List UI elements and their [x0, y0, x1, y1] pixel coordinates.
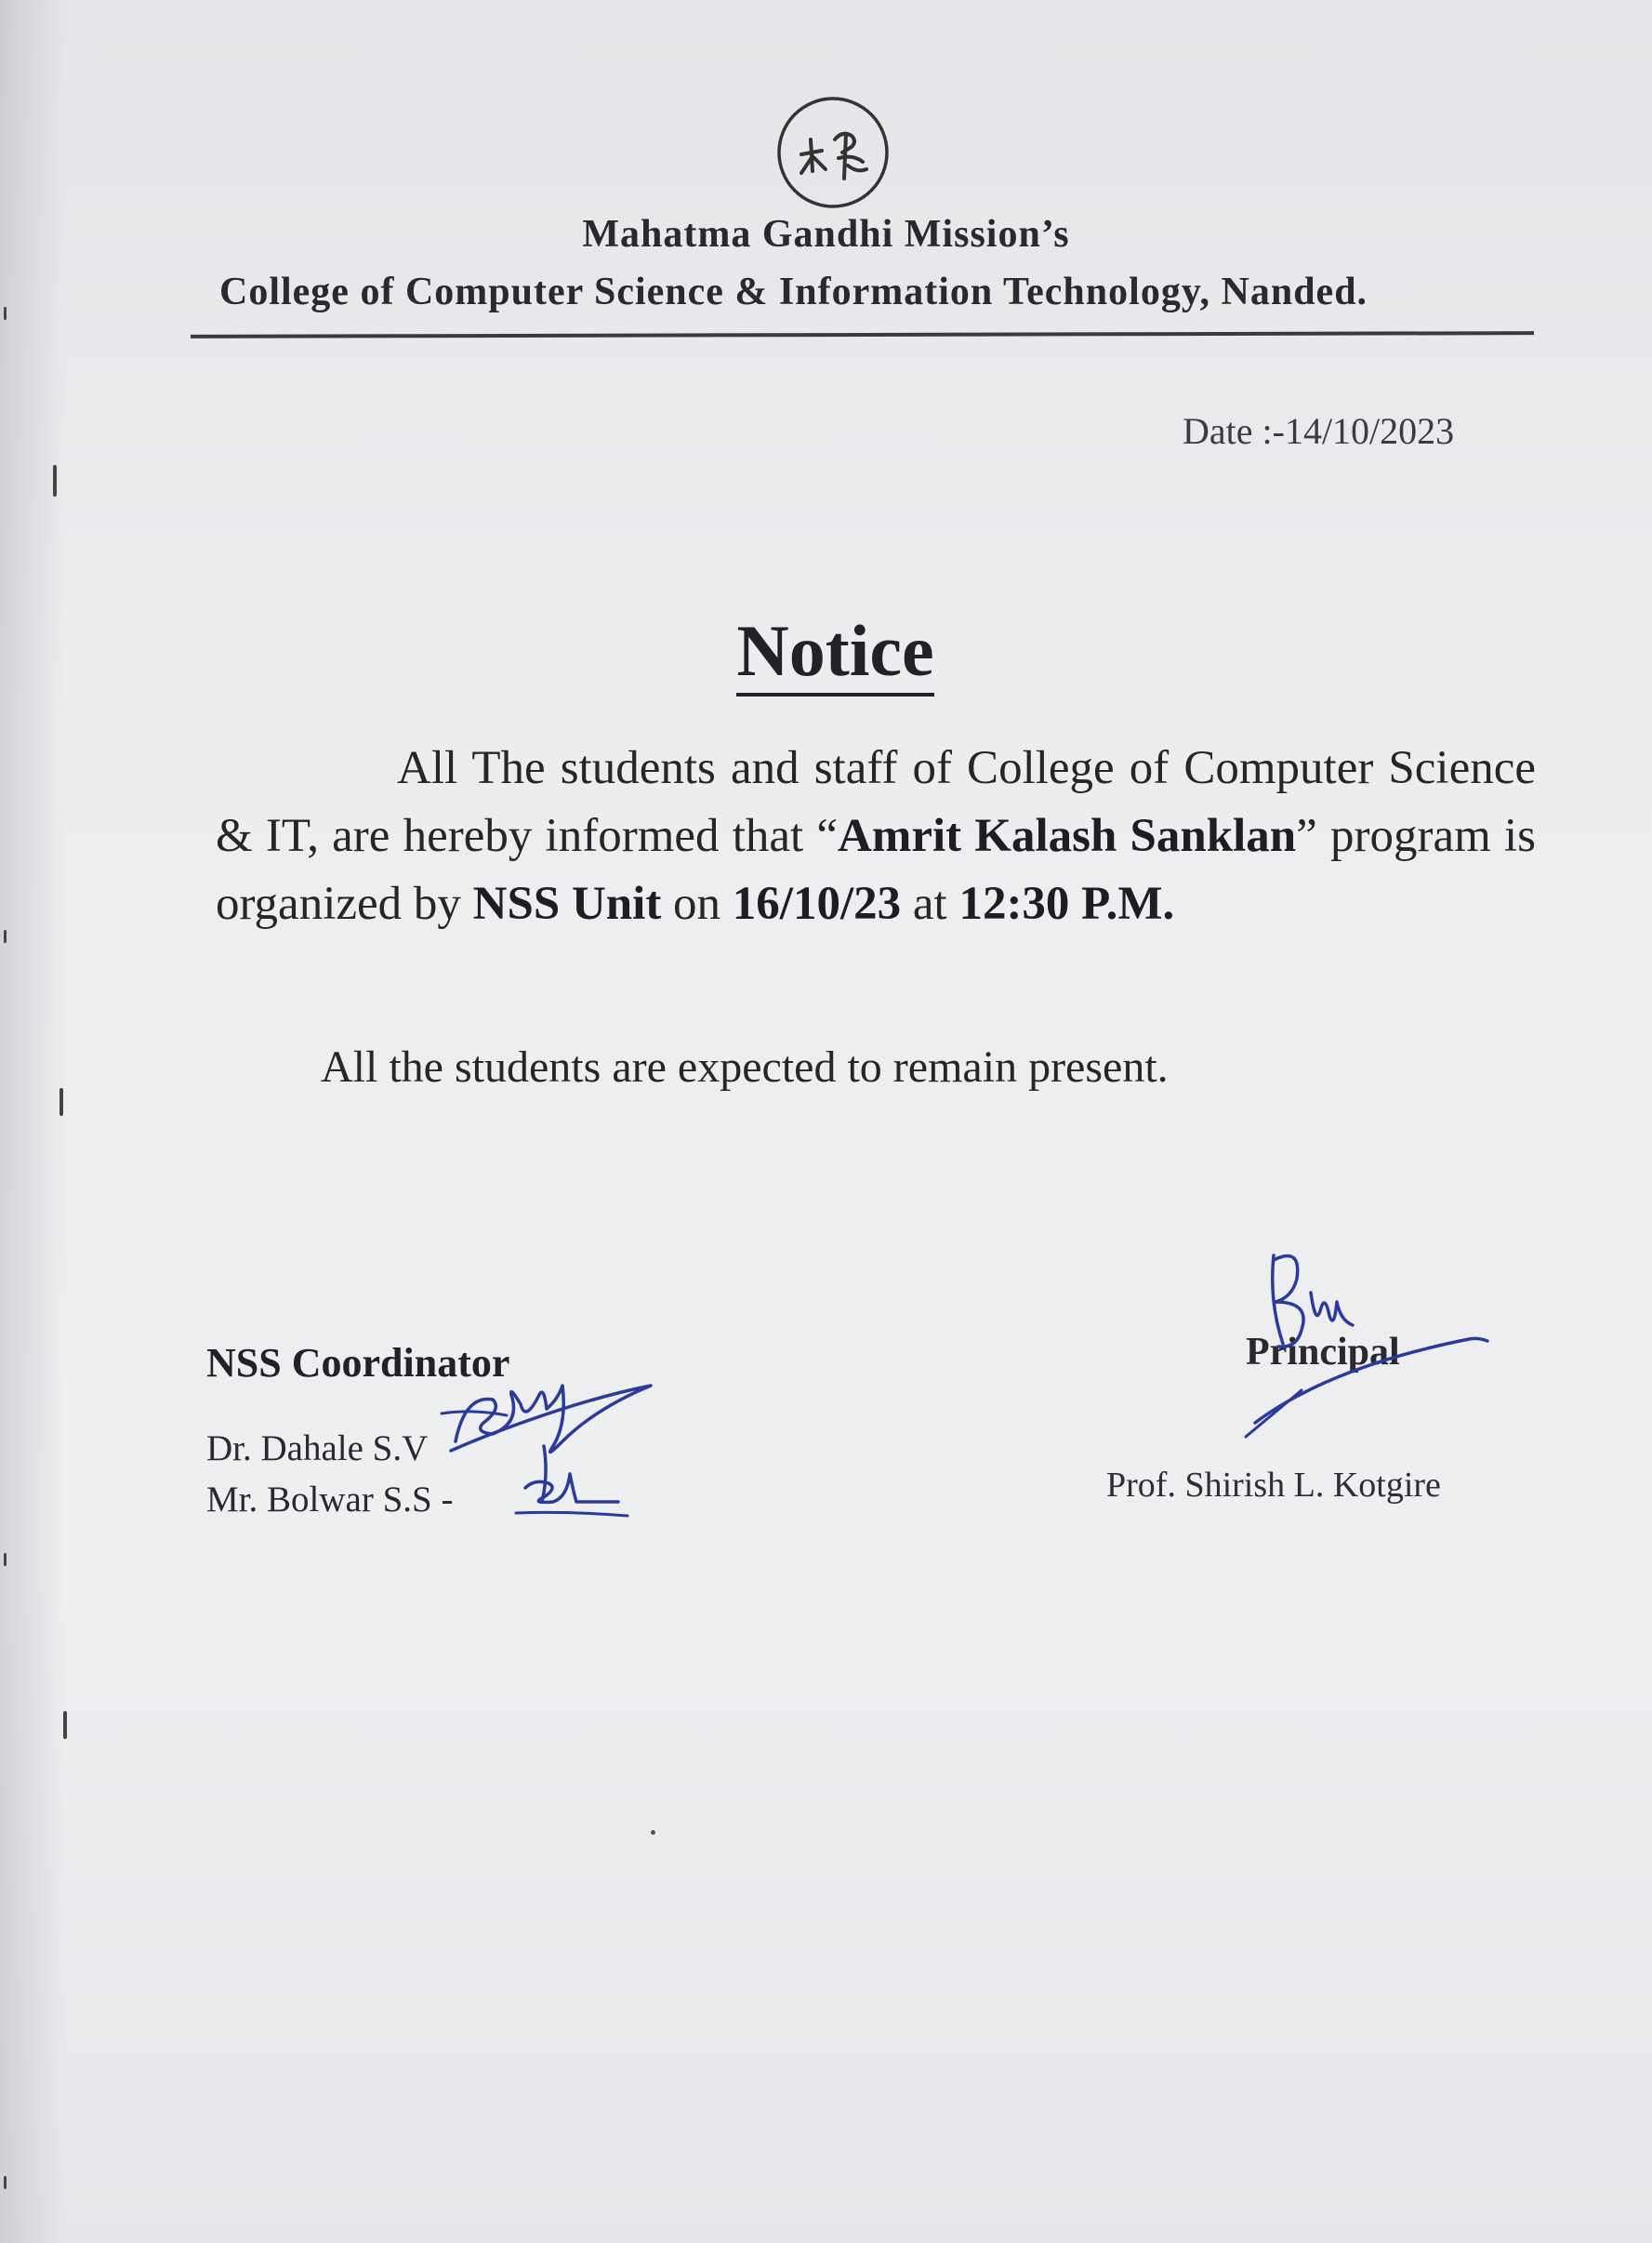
coordinator-name-2: Mr. Bolwar S.S - — [206, 1480, 454, 1520]
notice-title — [0, 609, 1652, 693]
notice-body — [216, 735, 1536, 938]
institution-name: Mahatma Gandhi Mission’s — [582, 213, 1070, 256]
program-date: 16/10/23 — [732, 878, 902, 930]
edge-mark — [4, 930, 7, 943]
college-name: College of Computer Science & Information Technology, Nanded. — [219, 271, 1368, 313]
college-logo-icon — [773, 93, 892, 212]
notice-date: Date :-14/10/2023 — [1183, 410, 1455, 452]
edge-mark — [4, 307, 7, 320]
principal-name: Prof. Shirish L. Kotgire — [1106, 1466, 1441, 1505]
coordinator-name-1: Dr. Dahale S.V — [206, 1428, 429, 1468]
edge-mark — [4, 1553, 7, 1566]
paper-speck — [651, 1830, 655, 1835]
edge-mark — [53, 465, 57, 497]
organizer: NSS Unit — [472, 878, 662, 930]
coordinator-title: NSS Coordinator — [206, 1340, 510, 1386]
edge-mark — [59, 1088, 63, 1116]
header-divider — [191, 331, 1534, 338]
coordinator-initials-icon — [516, 1427, 637, 1530]
body-text-part: All The students and staff of College of Computer Science & IT, are hereby informed that “ — [216, 742, 1536, 862]
principal-signature-icon — [1227, 1237, 1506, 1469]
program-time: 12:30 P.M. — [958, 878, 1175, 930]
notice-closing: All the students are expected to remain present. — [321, 1042, 1169, 1092]
program-name: Amrit Kalash Sanklan — [838, 810, 1297, 862]
edge-mark — [63, 1711, 67, 1739]
principal-title: Principal — [1246, 1331, 1400, 1374]
body-text-part: ” program is organized by — [216, 810, 1536, 930]
scan-edge-shadow — [0, 0, 65, 2243]
body-text-part: on — [661, 878, 733, 930]
edge-mark — [4, 2176, 7, 2189]
notice-title-text: Notice — [736, 610, 933, 697]
body-text-part: at — [901, 878, 959, 930]
